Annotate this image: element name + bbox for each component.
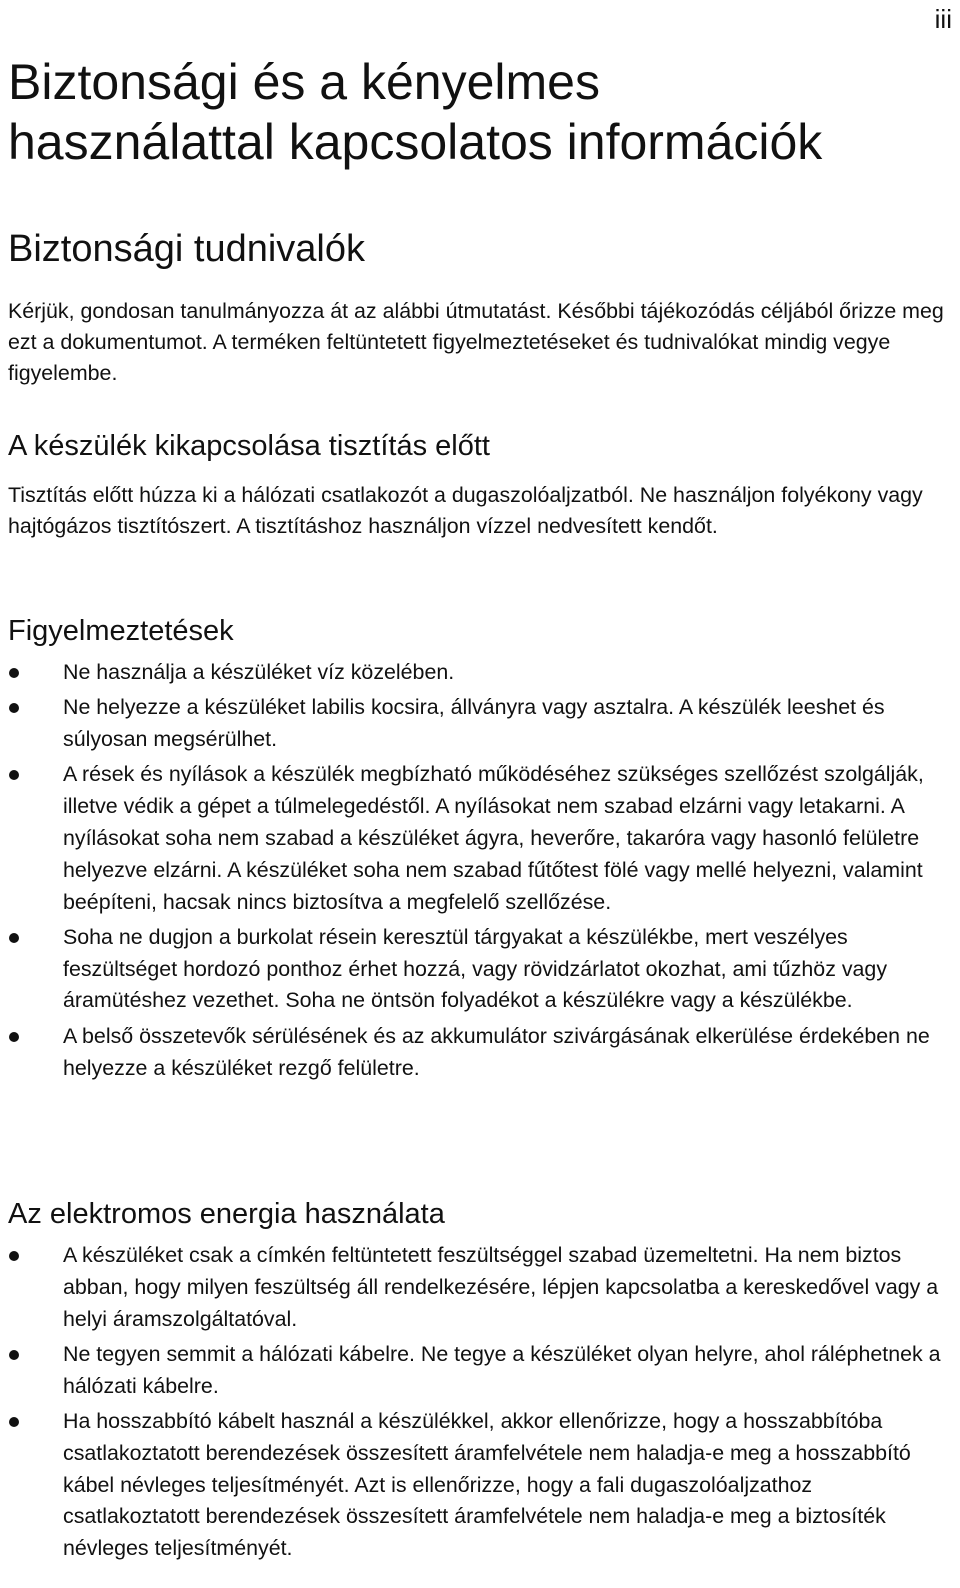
warning-item <box>0 657 960 689</box>
bullet-icon <box>9 1417 19 1427</box>
bullet-icon <box>9 703 19 713</box>
warning-item <box>0 1021 960 1085</box>
page-title-line-1: Biztonsági és a kényelmes <box>8 54 600 110</box>
safety-intro-paragraph: Kérjük, gondosan tanulmányozza át az alábbi útmutatást. Későbbi tájékozódás céljából őrizze meg ezt a dokumentumot. A terméken feltüntetett figyelmeztetéseket és tudnivalókat mindig vegye figyelembe. <box>8 299 944 385</box>
bullet-icon <box>9 1350 19 1360</box>
power-item-text: Ha hosszabbító kábelt használ a készülékkel, akkor ellenőrizze, hogy a hosszabbítóba csatlakoztatott berendezések összesített áramfelvétele nem haladja-e meg a hosszabbító kábel névleges teljesítményét. Azt is ellenőrizze, hogy a fali dugaszolóaljzathoz csatlakoztatott berendezések összesített áramfelvétele nem haladja-e meg a biztosíték névleges teljesítményét. <box>63 1408 911 1561</box>
bullet-icon <box>9 668 19 678</box>
warnings-list <box>0 657 960 1088</box>
power-item-text: Ne tegyen semmit a hálózati kábelre. Ne tegye a készüléket olyan helyre, ahol ráléphetnek a hálózati kábelre. <box>63 1341 941 1398</box>
power-list <box>0 1240 960 1568</box>
warning-item-text: A belső összetevők sérülésének és az akkumulátor szivárgásának elkerülése érdekében ne helyezze a készüléket rezgő felületre. <box>63 1023 930 1080</box>
cleaning-paragraph: Tisztítás előtt húzza ki a hálózati csatlakozót a dugaszolóaljzatból. Ne használjon folyékony vagy hajtógázos tisztítószert. A tisztításhoz használjon vízzel nedvesített kendőt. <box>8 483 923 538</box>
page-title <box>8 52 948 172</box>
cleaning-heading: A készülék kikapcsolása tisztítás előtt <box>8 430 490 462</box>
power-item-text: A készüléket csak a címkén feltüntetett feszültséggel szabad üzemeltetni. Ha nem biztos abban, hogy milyen feszültség áll rendelkezésére, lépjen kapcsolatba a kereskedővel vagy a helyi áramszolgáltatóval. <box>63 1243 939 1331</box>
warning-item <box>0 692 960 756</box>
power-item <box>0 1240 960 1335</box>
warnings-heading: Figyelmeztetések <box>8 615 234 647</box>
power-heading: Az elektromos energia használata <box>8 1198 445 1230</box>
bullet-icon <box>9 770 19 780</box>
bullet-icon <box>9 1251 19 1261</box>
power-item <box>0 1339 960 1403</box>
warning-item-text: Soha ne dugjon a burkolat résein keresztül tárgyakat a készülékbe, mert veszélyes feszültséget hordozó ponthoz érhet hozzá, vagy rövidzárlatot okozhat, ami tűzhöz vagy áramütéshez vezethet. Soha ne öntsön folyadékot a készülékre vagy a készülékbe. <box>63 924 888 1013</box>
page-title-line-2: használattal kapcsolatos információk <box>8 114 823 170</box>
warning-item <box>0 922 960 1017</box>
warning-item <box>0 759 960 918</box>
warning-item-text: Ne használja a készüléket víz közelében. <box>63 660 455 684</box>
page-number: iii <box>934 4 952 34</box>
warning-item-text: Ne helyezze a készüléket labilis kocsira, állványra vagy asztalra. A készülék leeshet és súlyosan megsérülhet. <box>63 695 885 752</box>
bullet-icon <box>9 933 19 943</box>
power-item <box>0 1406 960 1565</box>
warning-item-text: A rések és nyílások a készülék megbízható működéséhez szükséges szellőzést szolgálják, illetve védik a gépet a túlmelegedéstől. A nyílásokat nem szabad elzárni vagy letakarni. A nyílásokat soha nem szabad a készüléket ágyra, heverőre, takaróra vagy hasonló felületre helyezve elzárni. A készüléket soha nem szabad fűtőtest fölé vagy mellé helyezni, valamint beépíteni, hacsak nincs biztosítva a megfelelő szellőzése. <box>63 762 924 914</box>
bullet-icon <box>9 1032 19 1042</box>
safety-section-heading: Biztonsági tudnivalók <box>8 228 365 270</box>
